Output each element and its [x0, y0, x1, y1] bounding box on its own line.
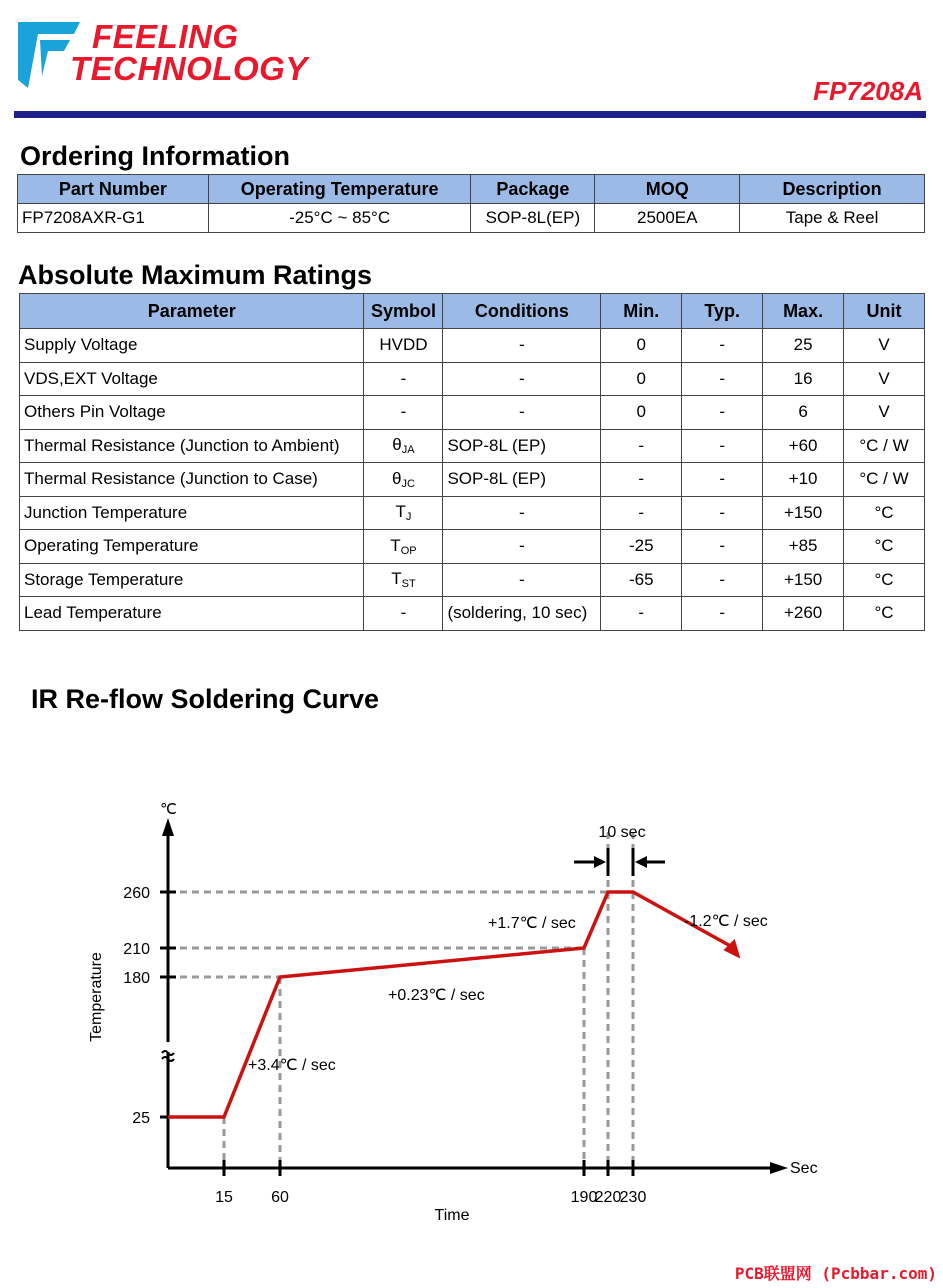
- table-cell: -: [682, 597, 763, 631]
- x-unit: Sec: [790, 1160, 818, 1177]
- col-header: Description: [740, 175, 925, 204]
- table-row: [20, 329, 925, 363]
- table-cell: -: [443, 496, 601, 530]
- table-row: [20, 463, 925, 497]
- col-header: Min.: [601, 294, 682, 329]
- table-row: [20, 597, 925, 631]
- table-cell: +85: [763, 530, 844, 564]
- amr-title: Absolute Maximum Ratings: [18, 260, 373, 290]
- table-row: [20, 563, 925, 597]
- table-cell: -: [443, 329, 601, 363]
- table-cell: -: [364, 597, 443, 631]
- table-cell: $T_{ST}$: [364, 563, 443, 597]
- table-cell: °C: [844, 530, 925, 564]
- x-tick-label: 190: [570, 1189, 598, 1206]
- table-cell: V: [844, 362, 925, 396]
- reflow-chart: [0, 770, 943, 1240]
- ramp1-label: +3.4℃ / sec: [248, 1057, 336, 1074]
- table-row: [20, 429, 925, 463]
- table-cell: 0: [601, 329, 682, 363]
- table-cell: $T_J$: [364, 496, 443, 530]
- y-tick-label: 180: [123, 970, 150, 987]
- table-cell: -: [601, 463, 682, 497]
- table-cell: Junction Temperature: [20, 496, 364, 530]
- table-cell: °C / W: [844, 429, 925, 463]
- table-cell: $\theta_{JA}$: [364, 429, 443, 463]
- amr-header-row: [20, 294, 925, 329]
- ordering-title: Ordering Information: [20, 141, 290, 171]
- table-cell: SOP-8L (EP): [443, 463, 601, 497]
- brand-line1: FEELING: [92, 18, 239, 55]
- table-cell: Thermal Resistance (Junction to Ambient): [20, 429, 364, 463]
- table-cell: $T_{OP}$: [364, 530, 443, 564]
- table-cell: -: [601, 429, 682, 463]
- page-header: [0, 0, 943, 120]
- ordering-header-row: [18, 175, 925, 204]
- table-cell: -: [682, 563, 763, 597]
- x-axis-arrow-icon: [770, 1162, 788, 1174]
- header-rule: [14, 111, 926, 118]
- table-cell: °C: [844, 563, 925, 597]
- table-cell: Operating Temperature: [20, 530, 364, 564]
- table-cell: Lead Temperature: [20, 597, 364, 631]
- table-cell: 0: [601, 396, 682, 430]
- x-tick-label: 60: [271, 1189, 289, 1206]
- col-header: Max.: [763, 294, 844, 329]
- cool-label: -1.2℃ / sec: [684, 913, 768, 930]
- table-cell: Others Pin Voltage: [20, 396, 364, 430]
- brand-line2: TECHNOLOGY: [70, 50, 308, 87]
- y-axis-label: Temperature: [88, 952, 105, 1042]
- width-arrow-left-icon: [594, 856, 606, 868]
- table-cell: FP7208AXR-G1: [18, 204, 209, 233]
- table-cell: -: [601, 496, 682, 530]
- amr-table: [19, 293, 925, 631]
- table-cell: Supply Voltage: [20, 329, 364, 363]
- col-header: Part Number: [18, 175, 209, 204]
- table-cell: -: [443, 362, 601, 396]
- table-cell: -: [443, 563, 601, 597]
- table-cell: -: [443, 530, 601, 564]
- y-unit: ℃: [160, 801, 177, 818]
- table-cell: -: [682, 530, 763, 564]
- table-cell: -: [682, 396, 763, 430]
- table-cell: V: [844, 329, 925, 363]
- table-row: [20, 362, 925, 396]
- table-cell: -25°C ~ 85°C: [208, 204, 471, 233]
- table-cell: Storage Temperature: [20, 563, 364, 597]
- table-cell: 25: [763, 329, 844, 363]
- table-cell: SOP-8L(EP): [471, 204, 595, 233]
- table-row: [20, 396, 925, 430]
- watermark: PCB联盟网 (Pcbbar.com): [734, 1264, 937, 1283]
- y-tick-label: 210: [123, 941, 150, 958]
- table-cell: -: [682, 329, 763, 363]
- table-cell: -: [682, 362, 763, 396]
- reflow-title: IR Re-flow Soldering Curve: [31, 684, 380, 714]
- table-cell: -: [682, 496, 763, 530]
- peak-width-label: 10 sec: [598, 824, 646, 841]
- table-cell: °C / W: [844, 463, 925, 497]
- table-cell: SOP-8L (EP): [443, 429, 601, 463]
- col-header: Unit: [844, 294, 925, 329]
- y-tick-label: 25: [132, 1110, 150, 1127]
- table-cell: VDS,EXT Voltage: [20, 362, 364, 396]
- table-cell: V: [844, 396, 925, 430]
- col-header: Conditions: [443, 294, 601, 329]
- col-header: Parameter: [20, 294, 364, 329]
- width-arrow-right-icon: [635, 856, 647, 868]
- table-row: [20, 496, 925, 530]
- x-tick-label: 230: [619, 1189, 647, 1206]
- table-cell: -: [682, 463, 763, 497]
- y-tick-label: 260: [123, 885, 150, 902]
- col-header: Typ.: [682, 294, 763, 329]
- profile-line: [168, 892, 730, 1117]
- x-tick-label: 15: [215, 1189, 233, 1206]
- table-cell: -65: [601, 563, 682, 597]
- soak-label: +0.23℃ / sec: [388, 987, 485, 1004]
- table-cell: +150: [763, 496, 844, 530]
- col-header: Operating Temperature: [208, 175, 471, 204]
- x-axis-label: Time: [434, 1207, 470, 1224]
- table-cell: Tape & Reel: [740, 204, 925, 233]
- y-axis-arrow-icon: [162, 818, 174, 836]
- col-header: Package: [471, 175, 595, 204]
- table-cell: 0: [601, 362, 682, 396]
- table-cell: 6: [763, 396, 844, 430]
- table-cell: +10: [763, 463, 844, 497]
- table-cell: +260: [763, 597, 844, 631]
- table-cell: 2500EA: [595, 204, 740, 233]
- table-cell: +60: [763, 429, 844, 463]
- table-cell: +150: [763, 563, 844, 597]
- table-cell: °C: [844, 496, 925, 530]
- table-cell: -: [364, 362, 443, 396]
- table-row: [20, 530, 925, 564]
- table-cell: HVDD: [364, 329, 443, 363]
- table-cell: 16: [763, 362, 844, 396]
- table-cell: -: [443, 396, 601, 430]
- table-cell: $\theta_{JC}$: [364, 463, 443, 497]
- table-cell: -: [364, 396, 443, 430]
- x-tick-label: 220: [594, 1189, 622, 1206]
- col-header: Symbol: [364, 294, 443, 329]
- table-row: [18, 204, 925, 233]
- table-cell: -: [682, 429, 763, 463]
- table-cell: °C: [844, 597, 925, 631]
- table-cell: Thermal Resistance (Junction to Case): [20, 463, 364, 497]
- col-header: MOQ: [595, 175, 740, 204]
- part-number-title: FP7208A: [813, 76, 923, 106]
- ordering-table: [17, 174, 925, 233]
- ramp2-label: +1.7℃ / sec: [488, 915, 576, 932]
- table-cell: -25: [601, 530, 682, 564]
- table-cell: -: [601, 597, 682, 631]
- table-cell: (soldering, 10 sec): [443, 597, 601, 631]
